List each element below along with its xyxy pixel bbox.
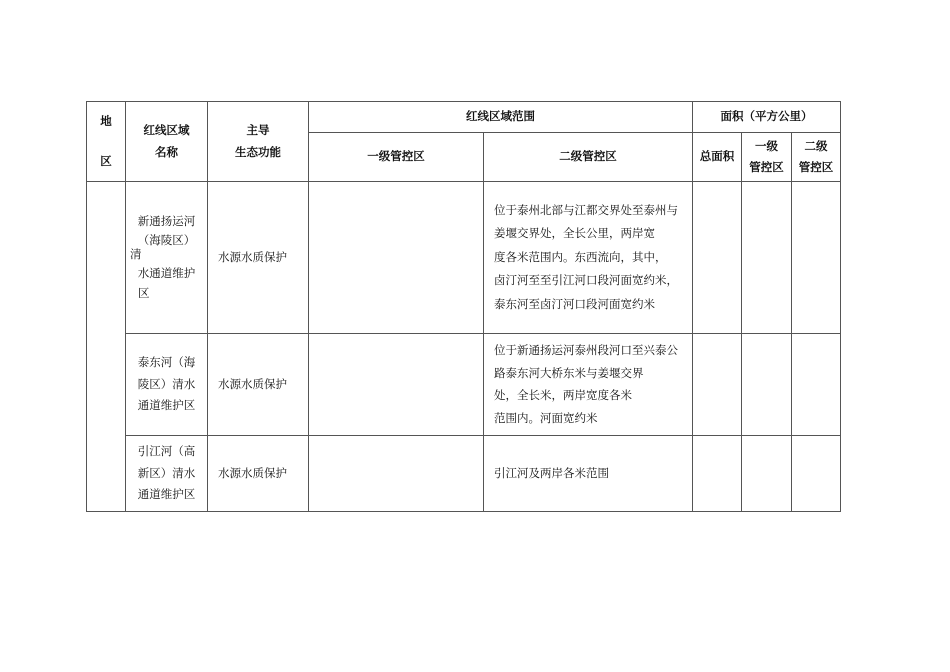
header-level1-area: 一级 管控区	[742, 133, 792, 182]
table-row	[87, 182, 841, 334]
header-level2-zone: 二级管控区	[484, 133, 693, 182]
function-cell: 水源水质保护	[208, 182, 309, 334]
level1-zone-cell	[309, 436, 484, 512]
total-area-cell	[693, 182, 742, 334]
header-level2-area: 二级 管控区	[792, 133, 841, 182]
level2-zone-cell: 位于新通扬运河泰州段河口至兴泰公 路泰东河大桥东米与姜堰交界 处，全长米，两岸宽度各米 范围内。河面宽约米	[484, 334, 693, 436]
header-level1-zone: 一级管控区	[309, 133, 484, 182]
header-region	[87, 102, 126, 182]
header-zone-name-line-1: 红线区域	[143, 123, 190, 137]
level2-area-cell	[792, 334, 841, 436]
level2-zone-cell: 位于泰州北部与江都交界处至泰州与 姜堰交界处，全长公里，两岸宽 度各米范围内。东西流向，其中， 卤汀河至至引江河口段河面宽约米， 泰东河至卤汀河口段河面宽约米	[484, 182, 693, 334]
function-cell: 水源水质保护	[208, 436, 309, 512]
header-scope: 红线区域范围	[309, 102, 693, 133]
function-cell: 水源水质保护	[208, 334, 309, 436]
header-area: 面积（平方公里）	[693, 102, 841, 133]
level2-area-cell	[792, 436, 841, 512]
header-main-function-line-1: 主导	[246, 123, 270, 137]
level2-zone-cell: 引江河及两岸各米范围	[484, 436, 693, 512]
level1-zone-cell	[309, 334, 484, 436]
header-total-area: 总面积	[693, 133, 742, 182]
level2-area-cell	[792, 182, 841, 334]
level1-area-cell	[742, 334, 792, 436]
level1-area-cell	[742, 436, 792, 512]
table-row	[87, 334, 841, 436]
ecological-redline-table	[86, 101, 841, 512]
table-row	[87, 436, 841, 512]
header-region-line-2: 区	[100, 153, 112, 168]
zone-name-cell: 泰东河（海 陵区）清水 通道维护区	[126, 334, 208, 436]
zone-name-cell: 引江河（高 新区）清水 通道维护区	[126, 436, 208, 512]
header-zone-name-line-2: 名称	[155, 144, 178, 159]
total-area-cell	[693, 334, 742, 436]
header-zone-name	[126, 102, 208, 182]
total-area-cell	[693, 436, 742, 512]
header-region-line-1: 地	[100, 114, 112, 128]
header-main-function	[208, 102, 309, 182]
level1-area-cell	[742, 182, 792, 334]
level1-zone-cell	[309, 182, 484, 334]
region-cell	[87, 182, 126, 512]
header-row-1	[87, 102, 841, 133]
header-main-function-line-2: 生态功能	[235, 144, 281, 159]
zone-name-cell: 新通扬运河 （海陵区） 清 水通道维护 区	[126, 182, 208, 334]
